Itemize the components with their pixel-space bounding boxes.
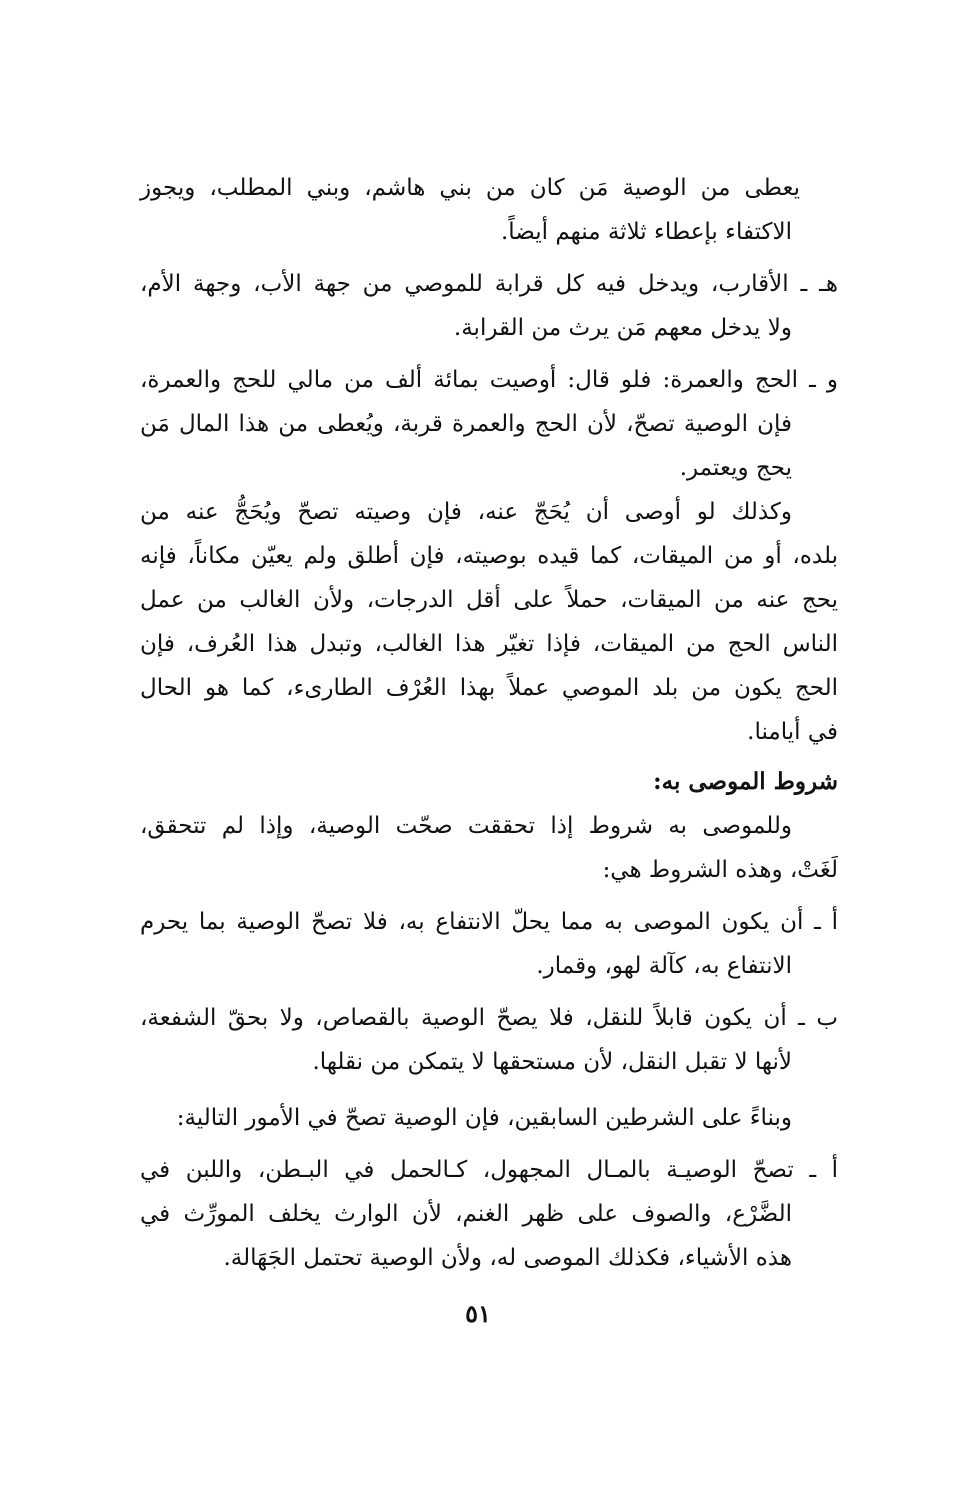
list-item-heh: هـ ـ الأقارب، ويدخل فيه كل قرابة للموصي من جهة الأب، وجهة الأم، <box>140 271 838 297</box>
text-line: يحج عنه من الميقات، حملاً على أقل الدرجات، ولأن الغالب من عمل <box>140 587 838 613</box>
paragraph-first-line: وكذلك لو أوصى أن يُحَجّ عنه، فإن وصيته تصحّ ويُحَجُّ عنه من <box>140 499 792 525</box>
text-line: الانتفاع به، كآلة لهو، وقمار. <box>536 953 792 979</box>
text-line: الحج يكون من بلد الموصي عملاً بهذا العُرْف الطارىء، كما هو الحال <box>140 675 838 701</box>
text-line: الاكتفاء بإعطاء ثلاثة منهم أيضاً. <box>500 219 792 245</box>
text-line: يعطى من الوصية مَن كان من بني هاشم، وبني المطلب، ويجوز <box>140 175 800 201</box>
text-line: يحج ويعتمر. <box>679 455 792 481</box>
list-item-alif: أ ـ أن يكون الموصى به مما يحلّ الانتفاع به، فلا تصحّ الوصية بما يحرم <box>140 909 838 935</box>
list-item-alif-2: أ ـ تصحّ الوصيـة بالمـال المجهول، كـالحمل في البـطن، واللبن في <box>140 1157 838 1183</box>
text-line: هذه الأشياء، فكذلك الموصى له، ولأن الوصية تحتمل الجَهَالة. <box>223 1245 792 1271</box>
text-line: ولا يدخل معهم مَن يرث من القرابة. <box>453 315 792 341</box>
section-heading: شروط الموصى به: <box>653 768 838 795</box>
paragraph-line: وبناءً على الشرطين السابقين، فإن الوصية تصحّ في الأمور التالية: <box>176 1105 792 1131</box>
text-line: في أيامنا. <box>747 719 838 745</box>
list-item-waw: و ـ الحج والعمرة: فلو قال: أوصيت بمائة ألف من مالي للحج والعمرة، <box>140 367 838 393</box>
text-line: لأنها لا تقبل النقل، لأن مستحقها لا يتمكن من نقلها. <box>312 1049 792 1075</box>
paragraph-first-line: وللموصى به شروط إذا تحققت صحّت الوصية، وإذا لم تتحقق، <box>140 813 792 839</box>
list-item-ba: ب ـ أن يكون قابلاً للنقل، فلا يصحّ الوصية بالقصاص، ولا بحقّ الشفعة، <box>140 1005 838 1031</box>
text-line: الناس الحج من الميقات، فإذا تغيّر هذا الغالب، وتبدل هذا العُرف، فإن <box>140 631 838 657</box>
text-line: الضَّرْع، والصوف على ظهر الغنم، لأن الوارث يخلف المورِّث في <box>140 1201 792 1227</box>
text-line: بلده، أو من الميقات، كما قيده بوصيته، فإن أطلق ولم يعيّن مكاناً، فإنه <box>140 543 838 569</box>
text-line: لَغَتْ، وهذه الشروط هي: <box>602 857 838 883</box>
text-line: فإن الوصية تصحّ، لأن الحج والعمرة قربة، ويُعطى من هذا المال مَن <box>140 411 792 437</box>
page-number: ٥١ <box>465 1299 491 1328</box>
